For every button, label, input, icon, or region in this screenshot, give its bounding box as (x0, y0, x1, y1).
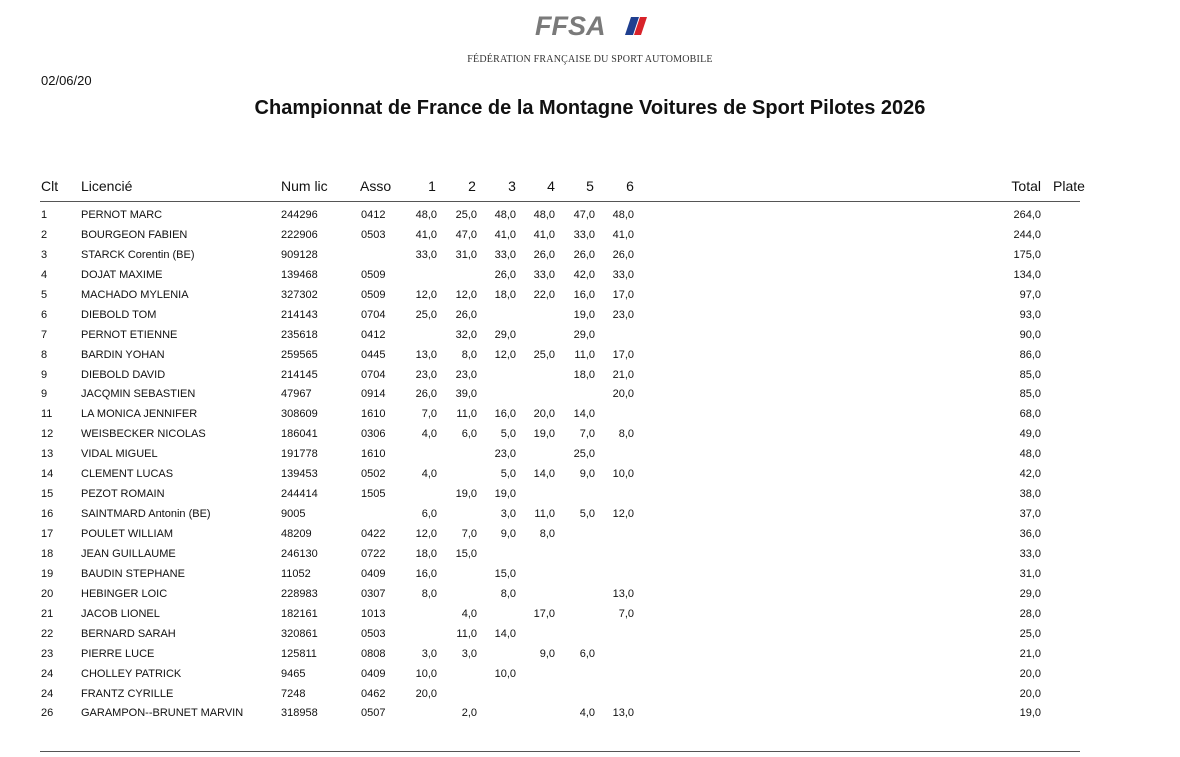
table-row (0, 349, 1080, 369)
total-cell: 33,0 (1019, 547, 1041, 560)
table-row (0, 707, 1080, 727)
rank-cell: 11 (41, 408, 53, 421)
asso-cell: 1505 (361, 488, 386, 501)
num-lic-cell: 186041 (281, 428, 318, 441)
round-1-score: 33,0 (415, 248, 437, 261)
rank-cell: 14 (41, 468, 54, 481)
round-1-score: 8,0 (421, 587, 437, 600)
round-3-score: 26,0 (494, 268, 516, 281)
licencie-cell: DIEBOLD DAVID (81, 368, 166, 381)
asso-cell: 0704 (361, 308, 386, 321)
round-5-score: 6,0 (579, 647, 595, 660)
licencie-cell: DIEBOLD TOM (81, 308, 157, 321)
num-lic-cell: 9005 (281, 508, 306, 521)
licencie-cell: JACQMIN SEBASTIEN (81, 388, 196, 401)
licencie-cell: DOJAT MAXIME (81, 268, 163, 281)
total-cell: 86,0 (1019, 348, 1041, 361)
round-2-score: 15,0 (455, 547, 477, 560)
round-2-score: 2,0 (461, 707, 477, 720)
round-6-score: 10,0 (612, 468, 634, 481)
asso-cell: 0409 (361, 667, 386, 680)
round-6-score: 7,0 (618, 607, 634, 620)
round-2-score: 25,0 (455, 209, 477, 221)
round-6-score: 23,0 (612, 308, 634, 321)
round-1-score: 12,0 (415, 288, 437, 301)
rank-cell: 9 (41, 368, 48, 381)
licencie-cell: JEAN GUILLAUME (81, 547, 176, 560)
num-lic-cell: 125811 (281, 647, 317, 660)
round-2-score: 39,0 (455, 388, 477, 401)
round-3-score: 15,0 (494, 567, 516, 580)
round-2-score: 26,0 (455, 308, 477, 321)
table-row (0, 309, 1080, 329)
round-4-score: 8,0 (539, 528, 555, 540)
round-1-score: 41,0 (415, 228, 437, 241)
document-date: 02/06/20 (41, 73, 92, 88)
num-lic-cell: 909128 (281, 248, 318, 261)
num-lic-cell: 47967 (281, 388, 312, 401)
round-1-score: 20,0 (415, 687, 437, 700)
table-row (0, 608, 1080, 628)
rank-cell: 22 (41, 627, 54, 640)
table-row (0, 468, 1080, 488)
table-row (0, 209, 1080, 229)
round-4-score: 41,0 (533, 228, 555, 241)
round-3-score: 10,0 (494, 667, 516, 680)
total-cell: 19,0 (1019, 707, 1041, 720)
rank-cell: 18 (41, 547, 54, 560)
round-5-score: 9,0 (579, 468, 595, 481)
asso-cell: 0412 (361, 209, 386, 221)
round-3-score: 12,0 (494, 348, 516, 361)
licencie-cell: BOURGEON FABIEN (81, 228, 188, 241)
num-lic-cell: 235618 (281, 328, 318, 341)
round-2-score: 11,0 (456, 408, 477, 421)
round-2-score: 3,0 (461, 647, 477, 660)
rank-cell: 7 (41, 328, 48, 341)
round-5-score: 33,0 (573, 228, 595, 241)
num-lic-cell: 228983 (281, 587, 318, 600)
round-6-score: 17,0 (612, 348, 634, 361)
round-5-score: 26,0 (573, 248, 595, 261)
round-1-score: 6,0 (421, 508, 437, 521)
table-row (0, 388, 1080, 408)
licencie-cell: PEZOT ROMAIN (81, 488, 165, 501)
round-4-score: 22,0 (533, 288, 555, 301)
round-1-score: 4,0 (421, 468, 437, 481)
asso-cell: 0307 (361, 587, 386, 600)
round-3-score: 29,0 (494, 328, 516, 341)
asso-cell: 0306 (361, 428, 386, 441)
asso-cell: 0409 (361, 567, 386, 580)
total-cell: 85,0 (1019, 388, 1041, 401)
round-4-score: 20,0 (533, 408, 555, 421)
table-row (0, 448, 1080, 468)
round-4-score: 14,0 (533, 468, 555, 481)
table-row (0, 289, 1080, 309)
licencie-cell: STARCK Corentin (BE) (81, 248, 195, 261)
round-4-score: 33,0 (533, 268, 555, 281)
table-row (0, 548, 1080, 568)
total-cell: 175,0 (1013, 248, 1041, 261)
round-3-score: 5,0 (500, 468, 516, 481)
rank-cell: 21 (41, 607, 54, 620)
asso-cell: 0914 (361, 388, 386, 401)
round-3-score: 41,0 (494, 228, 516, 241)
total-cell: 48,0 (1019, 448, 1041, 461)
asso-cell: 0704 (361, 368, 386, 381)
round-5-score: 29,0 (573, 328, 595, 341)
total-cell: 244,0 (1013, 228, 1041, 241)
licencie-cell: FRANTZ CYRILLE (81, 687, 174, 700)
asso-cell: 1013 (361, 607, 386, 620)
num-lic-cell: 259565 (281, 348, 318, 361)
round-2-score: 4,0 (461, 607, 477, 620)
rank-cell: 1 (41, 209, 48, 221)
table-row (0, 488, 1080, 508)
asso-cell: 0503 (361, 627, 386, 640)
round-6-score: 13,0 (612, 707, 634, 720)
total-cell: 37,0 (1019, 508, 1041, 521)
round-4-score: 25,0 (533, 348, 555, 361)
asso-cell: 0422 (361, 528, 386, 540)
header-round-2: 2 (468, 178, 476, 194)
round-6-score: 8,0 (618, 428, 634, 441)
num-lic-cell: 327302 (281, 288, 318, 301)
num-lic-cell: 191778 (281, 448, 318, 461)
round-5-score: 42,0 (573, 268, 595, 281)
ffsa-logo (533, 10, 647, 40)
asso-cell: 0462 (361, 687, 386, 700)
licencie-cell: PIERRE LUCE (81, 647, 155, 660)
header-round-5: 5 (586, 178, 594, 194)
rank-cell: 19 (41, 567, 54, 580)
num-lic-cell: 318958 (281, 707, 318, 720)
round-1-score: 12,0 (415, 528, 437, 540)
table-row (0, 329, 1080, 349)
total-cell: 20,0 (1019, 667, 1041, 680)
asso-cell: 0412 (361, 328, 386, 341)
licencie-cell: VIDAL MIGUEL (81, 448, 158, 461)
num-lic-cell: 139468 (281, 268, 318, 281)
round-3-score: 5,0 (500, 428, 516, 441)
licencie-cell: WEISBECKER NICOLAS (81, 428, 206, 441)
header-round-3: 3 (508, 178, 516, 194)
round-1-score: 10,0 (415, 667, 437, 680)
num-lic-cell: 246130 (281, 547, 318, 560)
asso-cell: 0509 (361, 288, 386, 301)
header-round-6: 6 (626, 178, 634, 194)
table-row (0, 628, 1080, 648)
licencie-cell: PERNOT ETIENNE (81, 328, 178, 341)
total-cell: 85,0 (1019, 368, 1041, 381)
round-2-score: 7,0 (461, 528, 477, 540)
round-6-score: 48,0 (612, 209, 634, 221)
licencie-cell: SAINTMARD Antonin (BE) (81, 508, 211, 521)
total-cell: 90,0 (1019, 328, 1041, 341)
rank-cell: 16 (41, 508, 54, 521)
header-divider (40, 201, 1080, 202)
num-lic-cell: 214143 (281, 308, 318, 321)
round-2-score: 12,0 (455, 288, 477, 301)
total-cell: 20,0 (1019, 687, 1041, 700)
round-1-score: 16,0 (415, 567, 437, 580)
header-round-1: 1 (428, 178, 436, 194)
num-lic-cell: 9465 (281, 667, 306, 680)
licencie-cell: JACOB LIONEL (81, 607, 160, 620)
rank-cell: 24 (41, 687, 54, 700)
num-lic-cell: 11052 (281, 567, 311, 580)
round-5-score: 5,0 (579, 508, 595, 521)
total-cell: 31,0 (1019, 567, 1041, 580)
header-round-4: 4 (547, 178, 555, 194)
table-row (0, 648, 1080, 668)
licencie-cell: BARDIN YOHAN (81, 348, 165, 361)
round-4-score: 17,0 (533, 607, 555, 620)
asso-cell: 0503 (361, 228, 386, 241)
asso-cell: 1610 (361, 448, 386, 461)
table-row (0, 688, 1080, 708)
asso-cell: 0507 (361, 707, 386, 720)
licencie-cell: MACHADO MYLENIA (81, 288, 189, 301)
round-2-score: 19,0 (455, 488, 477, 501)
round-2-score: 47,0 (455, 228, 477, 241)
round-6-score: 21,0 (612, 368, 634, 381)
total-cell: 28,0 (1019, 607, 1041, 620)
num-lic-cell: 244296 (281, 209, 318, 221)
num-lic-cell: 222906 (281, 228, 318, 241)
licencie-cell: POULET WILLIAM (81, 528, 174, 540)
table-row (0, 428, 1080, 448)
round-1-score: 26,0 (415, 388, 437, 401)
header-licencie: Licencié (81, 178, 133, 194)
asso-cell: 0502 (361, 468, 386, 481)
round-3-score: 3,0 (500, 508, 516, 521)
round-2-score: 23,0 (455, 368, 477, 381)
round-3-score: 8,0 (500, 587, 516, 600)
total-cell: 29,0 (1019, 587, 1041, 600)
total-cell: 25,0 (1019, 627, 1041, 640)
total-cell: 21,0 (1019, 647, 1041, 660)
licencie-cell: HEBINGER LOIC (81, 587, 168, 600)
rank-cell: 2 (41, 228, 48, 241)
standings-table (0, 209, 1080, 727)
licencie-cell: CHOLLEY PATRICK (81, 667, 182, 680)
round-4-score: 19,0 (533, 428, 555, 441)
licencie-cell: LA MONICA JENNIFER (81, 408, 198, 421)
total-cell: 264,0 (1013, 209, 1041, 221)
round-4-score: 48,0 (533, 209, 555, 221)
asso-cell: 0445 (361, 348, 386, 361)
round-3-score: 23,0 (494, 448, 516, 461)
table-header (0, 178, 1085, 198)
table-row (0, 588, 1080, 608)
table-row (0, 668, 1080, 688)
round-5-score: 11,0 (574, 348, 595, 361)
round-6-score: 20,0 (612, 388, 634, 401)
round-1-score: 3,0 (421, 647, 437, 660)
licencie-cell: BAUDIN STEPHANE (81, 567, 185, 580)
table-row (0, 269, 1080, 289)
header-num-lic: Num lic (281, 178, 328, 194)
table-row (0, 528, 1080, 548)
round-3-score: 19,0 (494, 488, 516, 501)
round-1-score: 7,0 (421, 408, 437, 421)
num-lic-cell: 320861 (281, 627, 318, 640)
round-6-score: 12,0 (612, 508, 634, 521)
rank-cell: 20 (41, 587, 54, 600)
num-lic-cell: 244414 (281, 488, 318, 501)
round-3-score: 18,0 (494, 288, 516, 301)
table-row (0, 369, 1080, 389)
licencie-cell: PERNOT MARC (81, 209, 163, 221)
table-row (0, 408, 1080, 428)
round-2-score: 6,0 (461, 428, 477, 441)
num-lic-cell: 48209 (281, 528, 312, 540)
rank-cell: 8 (41, 348, 48, 361)
round-3-score: 33,0 (494, 248, 516, 261)
round-1-score: 48,0 (415, 209, 437, 221)
round-2-score: 32,0 (455, 328, 477, 341)
round-5-score: 14,0 (573, 408, 595, 421)
num-lic-cell: 308609 (281, 408, 318, 421)
rank-cell: 23 (41, 647, 54, 660)
total-cell: 49,0 (1019, 428, 1041, 441)
round-5-score: 18,0 (573, 368, 595, 381)
table-row (0, 508, 1080, 528)
rank-cell: 9 (41, 388, 48, 401)
round-3-score: 9,0 (500, 528, 516, 540)
round-1-score: 23,0 (415, 368, 437, 381)
rank-cell: 6 (41, 308, 48, 321)
round-5-score: 4,0 (579, 707, 595, 720)
licencie-cell: CLEMENT LUCAS (81, 468, 174, 481)
asso-cell: 0722 (361, 547, 386, 560)
round-1-score: 13,0 (415, 348, 437, 361)
total-cell: 36,0 (1019, 528, 1041, 540)
rank-cell: 12 (41, 428, 54, 441)
logo-wordmark: FFSA (535, 11, 606, 41)
rank-cell: 4 (41, 268, 48, 281)
header-clt: Clt (41, 178, 59, 194)
round-2-score: 8,0 (461, 348, 477, 361)
round-6-score: 13,0 (612, 587, 634, 600)
round-4-score: 11,0 (534, 508, 555, 521)
round-5-score: 25,0 (573, 448, 595, 461)
round-3-score: 48,0 (494, 209, 516, 221)
total-cell: 97,0 (1019, 288, 1041, 301)
asso-cell: 0808 (361, 647, 386, 660)
total-cell: 68,0 (1019, 408, 1041, 421)
round-5-score: 47,0 (573, 209, 595, 221)
rank-cell: 13 (41, 448, 54, 461)
federation-name: FÉDÉRATION FRANÇAISE DU SPORT AUTOMOBILE (467, 54, 713, 65)
total-cell: 38,0 (1019, 488, 1041, 501)
num-lic-cell: 214145 (281, 368, 318, 381)
num-lic-cell: 7248 (281, 687, 306, 700)
total-cell: 42,0 (1019, 468, 1041, 481)
round-3-score: 14,0 (494, 627, 516, 640)
total-cell: 134,0 (1013, 268, 1041, 281)
table-row (0, 568, 1080, 588)
num-lic-cell: 182161 (281, 607, 318, 620)
round-1-score: 25,0 (415, 308, 437, 321)
header-total: Total (1011, 178, 1041, 194)
num-lic-cell: 139453 (281, 468, 318, 481)
rank-cell: 26 (41, 707, 54, 720)
round-6-score: 17,0 (612, 288, 634, 301)
table-row (0, 229, 1080, 249)
rank-cell: 17 (41, 528, 54, 540)
rank-cell: 3 (41, 248, 48, 261)
header-asso: Asso (360, 178, 392, 194)
table-row (0, 249, 1080, 269)
round-3-score: 16,0 (494, 408, 516, 421)
footer-divider (40, 751, 1080, 752)
round-6-score: 33,0 (612, 268, 634, 281)
round-4-score: 26,0 (533, 248, 555, 261)
round-4-score: 9,0 (539, 647, 555, 660)
licencie-cell: BERNARD SARAH (81, 627, 176, 640)
round-5-score: 7,0 (579, 428, 595, 441)
rank-cell: 15 (41, 488, 54, 501)
round-2-score: 11,0 (456, 627, 477, 640)
round-2-score: 31,0 (455, 248, 477, 261)
header-plate: Plate (1053, 178, 1085, 194)
round-6-score: 26,0 (612, 248, 634, 261)
round-1-score: 18,0 (415, 547, 437, 560)
total-cell: 93,0 (1019, 308, 1041, 321)
round-5-score: 16,0 (573, 288, 595, 301)
page-title: Championnat de France de la Montagne Voitures de Sport Pilotes 2026 (254, 97, 926, 119)
round-1-score: 4,0 (421, 428, 437, 441)
asso-cell: 1610 (361, 408, 386, 421)
round-5-score: 19,0 (573, 308, 595, 321)
rank-cell: 5 (41, 288, 48, 301)
rank-cell: 24 (41, 667, 54, 680)
round-6-score: 41,0 (612, 228, 634, 241)
asso-cell: 0509 (361, 268, 386, 281)
licencie-cell: GARAMPON--BRUNET MARVIN (81, 707, 244, 720)
